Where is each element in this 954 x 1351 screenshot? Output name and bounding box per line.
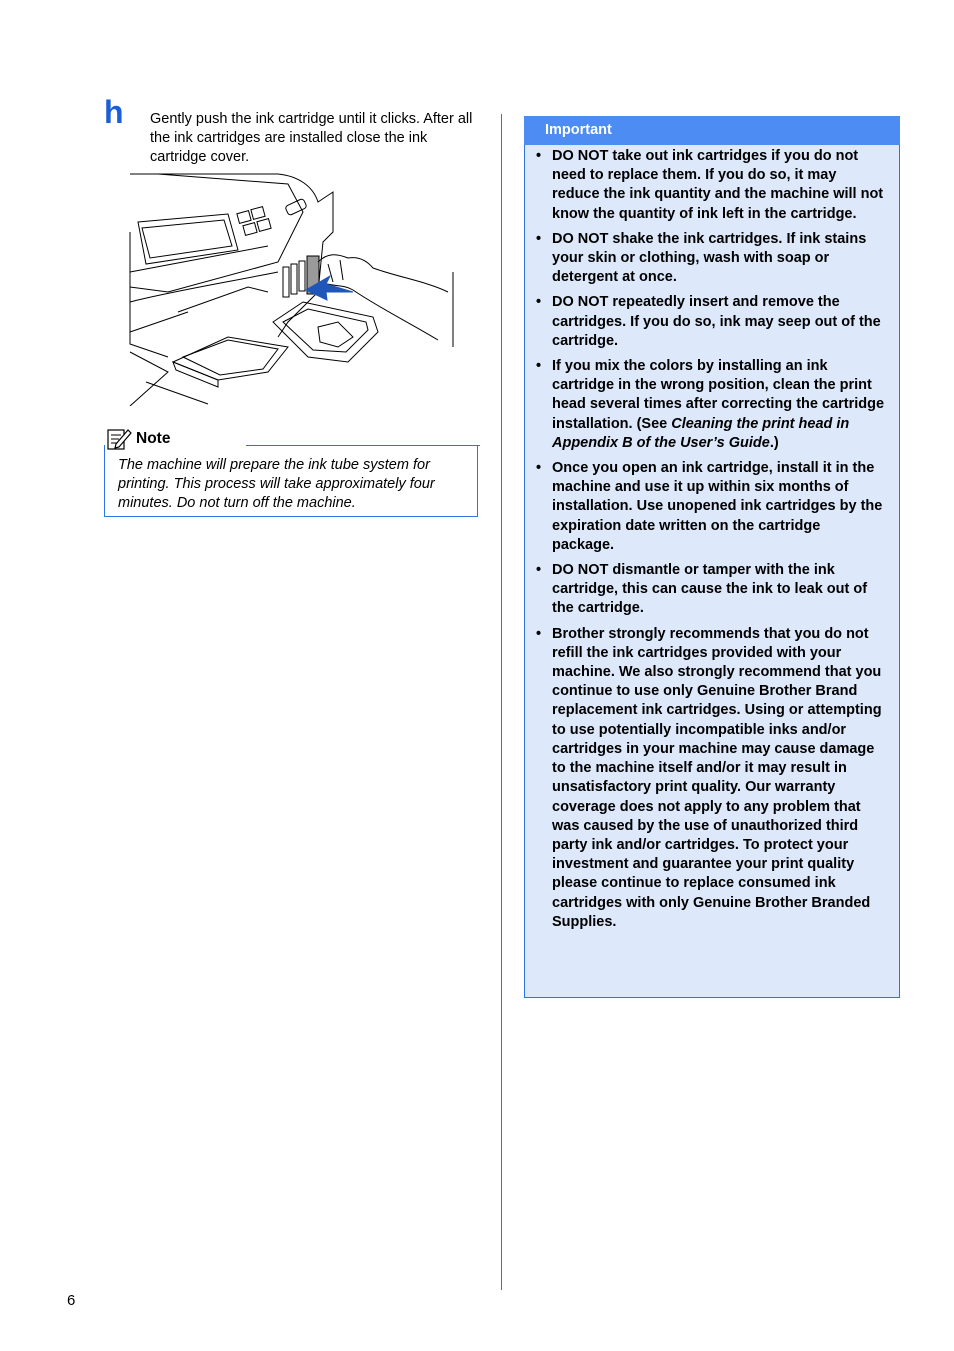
important-list <box>534 147 886 938</box>
list-item-text-post: .) <box>769 434 779 451</box>
list-item-text: DO NOT shake the ink cartridges. If ink stains your skin or clothing, wash with soap or detergent at once. <box>552 230 867 286</box>
important-title: Important <box>524 116 900 145</box>
list-item: • If you mix the colors by installing an ink cartridge in the wrong position, clean the print head several times after correcting the cartridge installation. (See Cleaning the print head in Appendix B of the User’s Guide.) <box>536 358 885 451</box>
note-title: Note <box>136 430 171 447</box>
step-letter: h <box>104 94 124 130</box>
note-header <box>106 426 170 452</box>
list-item-text: Once you open an ink cartridge, install it in the machine and use it up within six months of installation. Use unopened ink cartridges by the expiration date written on the cartridge package. <box>552 460 883 553</box>
list-item: • Once you open an ink cartridge, install it in the machine and use it up within six months of installation. Use unopened ink cartridges by the expiration date written on the cartridge package. <box>536 460 883 553</box>
list-item-text: DO NOT take out ink cartridges if you do not need to replace them. If you do so, it may reduce the ink quantity and the machine will not know the quantity of ink left in the cartridge. <box>552 148 884 222</box>
page-number: 6 <box>67 1292 76 1309</box>
guide-reference: Cleaning the print head in Appendix B of the User’s Guide <box>552 415 850 451</box>
step-instruction: Gently push the ink cartridge until it clicks. After all the ink cartridges are installed close the ink cartridge cover. <box>150 111 473 165</box>
list-item: • DO NOT shake the ink cartridges. If ink stains your skin or clothing, wash with soap or detergent at once. <box>536 230 867 286</box>
list-item-text: DO NOT dismantle or tamper with the ink cartridge, this can cause the ink to leak out of the cartridge. <box>552 562 868 617</box>
note-text: The machine will prepare the ink tube system for printing. This process will take approximately four minutes. Do not turn off the machine. <box>118 457 435 511</box>
list-item-text-pre: If you mix the colors by installing an ink cartridge in the wrong position, clean the print head several times after correcting the cartridge installation. (See <box>552 358 885 432</box>
list-item-text: Brother strongly recommends that you do not refill the ink cartridges provided with your machine. We also strongly recommend that you continue to use only Genuine Brother Brand replacement ink cartridges. Using or attempting to use potentially incompatible inks and/or cartridges in your machine may cause damage to the machine itself and/or it may result in unsatisfactory print quality. Our warranty coverage does not apply to any problem that was caused by the use of unauthorized third party ink and/or cartridges. To protect your investment and guarantee your print quality please continue to replace consumed ink cartridges with only Genuine Brother Branded Supplies. <box>552 625 882 930</box>
list-item: • Brother strongly recommends that you do not refill the ink cartridges provided with your machine. We also strongly recommend that you continue to use only Genuine Brother Brand replacement ink cartridges. Using or attempting to use potentially incompatible inks and/or cartridges in your machine may cause damage to the machine itself and/or it may result in unsatisfactory print quality. Our warranty coverage does not apply to any problem that was caused by the use of unauthorized third party ink and/or cartridges. To protect your investment and guarantee your print quality please continue to replace consumed ink cartridges with only Genuine Brother Branded Supplies. <box>536 625 882 930</box>
note-pencil-icon <box>106 427 132 451</box>
printer-ink-cartridge-illustration <box>128 172 454 406</box>
list-item: • DO NOT take out ink cartridges if you do not need to replace them. If you do so, it may reduce the ink quantity and the machine will not know the quantity of ink left in the cartridge. <box>536 148 884 222</box>
list-item-text: DO NOT repeatedly insert and remove the cartridges. If you do so, ink may seep out of the cartridge. <box>552 294 881 349</box>
list-item: • DO NOT dismantle or tamper with the ink cartridge, this can cause the ink to leak out of the cartridge. <box>536 562 868 617</box>
list-item: • DO NOT repeatedly insert and remove the cartridges. If you do so, ink may seep out of the cartridge. <box>536 294 881 349</box>
column-divider <box>501 114 502 1290</box>
